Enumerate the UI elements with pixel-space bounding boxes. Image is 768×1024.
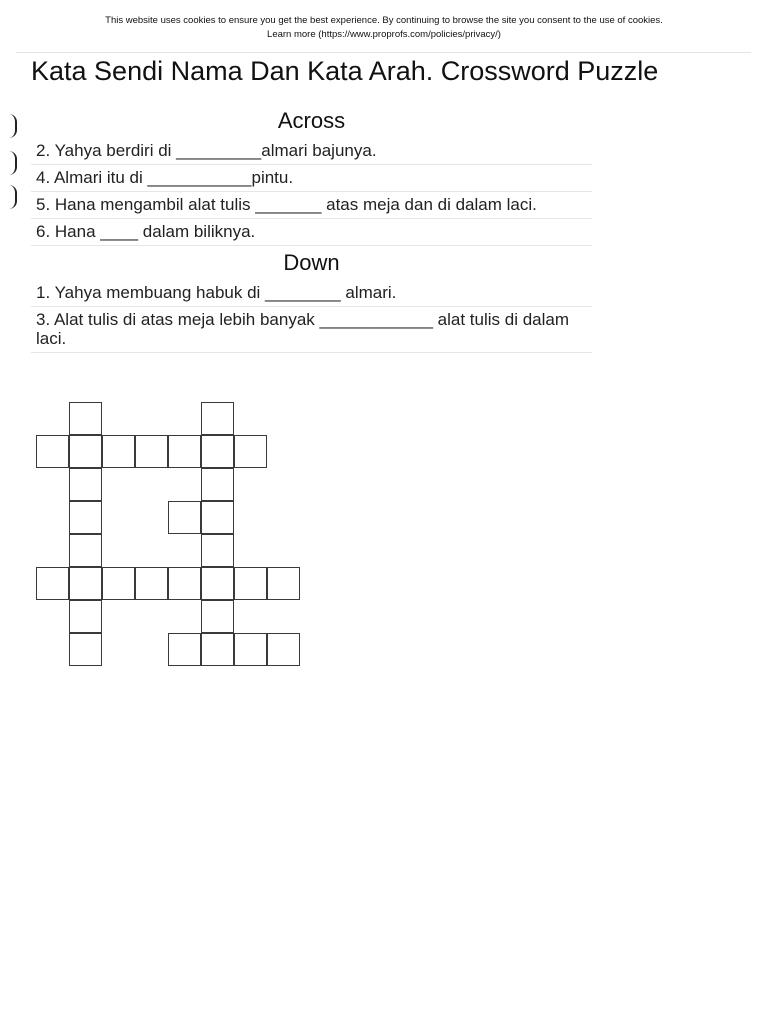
crossword-cell[interactable] bbox=[201, 501, 234, 534]
crossword-cell[interactable] bbox=[69, 501, 102, 534]
margin-mark bbox=[9, 151, 17, 175]
crossword-cell[interactable] bbox=[201, 534, 234, 567]
across-clue-list bbox=[31, 138, 592, 246]
crossword-cell[interactable] bbox=[234, 435, 267, 468]
cookie-learn-more-link[interactable]: Learn more (https://www.proprofs.com/policies/privacy/) bbox=[267, 29, 501, 40]
cookie-notice bbox=[0, 14, 768, 42]
crossword-cell[interactable] bbox=[267, 633, 300, 666]
clues-panel bbox=[31, 104, 592, 353]
crossword-cell[interactable] bbox=[201, 567, 234, 600]
crossword-cell[interactable] bbox=[234, 633, 267, 666]
crossword-cell[interactable] bbox=[168, 567, 201, 600]
crossword-cell[interactable] bbox=[234, 567, 267, 600]
crossword-cell[interactable] bbox=[69, 600, 102, 633]
crossword-cell[interactable] bbox=[36, 435, 69, 468]
crossword-cell[interactable] bbox=[201, 435, 234, 468]
down-clue-list bbox=[31, 280, 592, 353]
crossword-cell[interactable] bbox=[69, 435, 102, 468]
down-clue: 1. Yahya membuang habuk di ________ almari. bbox=[31, 280, 592, 307]
page-title: Kata Sendi Nama Dan Kata Arah. Crossword Puzzle bbox=[31, 56, 659, 86]
crossword-cell[interactable] bbox=[168, 435, 201, 468]
header-divider bbox=[16, 52, 751, 53]
crossword-cell[interactable] bbox=[201, 468, 234, 501]
down-clue: 3. Alat tulis di atas meja lebih banyak ____________ alat tulis di dalam laci. bbox=[31, 307, 592, 353]
crossword-cell[interactable] bbox=[201, 600, 234, 633]
across-clue: 5. Hana mengambil alat tulis _______ atas meja dan di dalam laci. bbox=[31, 192, 592, 219]
crossword-cell[interactable] bbox=[102, 435, 135, 468]
crossword-cell[interactable] bbox=[267, 567, 300, 600]
across-clue: 4. Almari itu di ___________pintu. bbox=[31, 165, 592, 192]
crossword-cell[interactable] bbox=[69, 567, 102, 600]
cookie-notice-text: This website uses cookies to ensure you get the best experience. By continuing to browse the site you consent to the use of cookies. bbox=[105, 15, 663, 26]
crossword-cell[interactable] bbox=[69, 633, 102, 666]
crossword-cell[interactable] bbox=[69, 402, 102, 435]
crossword-cell[interactable] bbox=[135, 567, 168, 600]
crossword-cell[interactable] bbox=[102, 567, 135, 600]
down-heading: Down bbox=[283, 250, 340, 275]
crossword-cell[interactable] bbox=[201, 402, 234, 435]
crossword-cell[interactable] bbox=[135, 435, 168, 468]
crossword-cell[interactable] bbox=[168, 501, 201, 534]
crossword-cell[interactable] bbox=[201, 633, 234, 666]
across-heading: Across bbox=[277, 108, 346, 133]
crossword-cell[interactable] bbox=[69, 468, 102, 501]
margin-mark bbox=[9, 185, 17, 209]
across-clue: 6. Hana ____ dalam biliknya. bbox=[31, 219, 592, 246]
crossword-cell[interactable] bbox=[36, 567, 69, 600]
margin-mark bbox=[9, 114, 17, 138]
crossword-cell[interactable] bbox=[168, 633, 201, 666]
crossword-cell[interactable] bbox=[69, 534, 102, 567]
across-clue: 2. Yahya berdiri di _________almari bajunya. bbox=[31, 138, 592, 165]
